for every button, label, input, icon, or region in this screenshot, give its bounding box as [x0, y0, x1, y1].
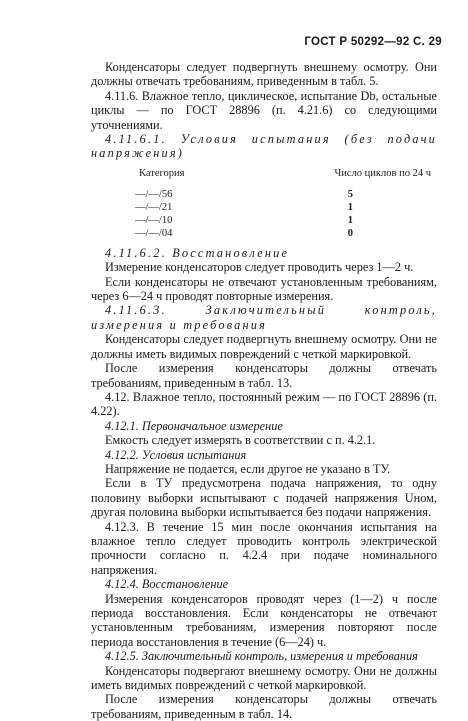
table-row	[91, 214, 437, 227]
table-cell: —/—/10	[135, 214, 173, 226]
table-cell: 0	[347, 227, 353, 239]
paragraph: Емкость следует измерять в соответствии с п. 4.2.1.	[105, 433, 376, 448]
paragraph: Конденсаторы подвергают внешнему осмотру. Они не должны иметь видимых повреждений с четкой маркировкой.	[91, 663, 437, 693]
paragraph: Конденсаторы следует подвергнуть внешнему осмотру. Они не должны иметь видимых повреждений с четкой маркировкой.	[91, 332, 437, 361]
table-cell: 5	[347, 188, 353, 200]
paragraph: Если в ТУ предусмотрена подача напряжения, то одну половину выборки испытывают с подачей напряжения Uном, другая половина выборки испытывается без подачи напряжения.	[91, 476, 437, 520]
paragraph: Измерение конденсаторов следует проводить через 1—2 ч.	[105, 260, 414, 275]
table-row	[91, 201, 437, 214]
table-cell: 1	[347, 214, 353, 226]
column-header-category: Категория	[139, 167, 185, 179]
section-heading: 4.12.1. Первоначальное измерение	[105, 418, 283, 433]
paragraph: Конденсаторы следует подвергнуть внешнему осмотру. Они должны отвечать требованиям, приведенным в табл. 5.	[91, 60, 437, 89]
paragraph: Измерения конденсаторов проводят через (1—2) ч после периода восстановления. Если конденсаторы не отвечают установленным требованиям, измерения повторяют после периода восстановления в течение (6—24) ч.	[91, 591, 437, 649]
paragraph: После измерения конденсаторы должны отвечать требованиям, приведенным в табл. 13.	[91, 361, 437, 390]
paragraph: 4.11.6. Влажное тепло, циклическое, испытание Db, остальные циклы — по ГОСТ 28896 (п. 4.21.6) со следующими уточнениями.	[91, 88, 437, 132]
table-row	[91, 227, 437, 240]
table-header	[91, 167, 437, 180]
table-cell: —/—/04	[135, 227, 173, 239]
section-heading: 4.11.6.3. Заключительный контроль, измерения и требования	[91, 303, 437, 332]
page-header: ГОСТ Р 50292—92 С. 29	[304, 36, 442, 48]
column-header-cycles: Число циклов по 24 ч	[334, 167, 431, 179]
section-heading: 4.12.4. Восстановление	[105, 577, 229, 592]
paragraph: Напряжение не подается, если другое не указано в ТУ.	[105, 461, 391, 476]
section-heading: 4.11.6.2. Восстановление	[105, 245, 290, 260]
body-text	[91, 60, 437, 721]
section-heading: 4.12.5. Заключительный контроль, измерения и требования	[105, 649, 418, 664]
table-cell: —/—/21	[135, 201, 173, 213]
table-cell: 1	[347, 201, 353, 213]
table-cell: —/—/56	[135, 188, 173, 200]
paragraph: Если конденсаторы не отвечают установленным требованиям, через 6—24 ч проводят повторные измерения.	[91, 274, 437, 304]
paragraph: После измерения конденсаторы должны отвечать требованиям, приведенным в табл. 14.	[91, 692, 437, 721]
table-row	[91, 188, 437, 201]
section-heading: 4.12.2. Условия испытания	[105, 447, 247, 462]
section-heading: 4.11.6.1. Условия испытания (без подачи напряжения)	[91, 132, 437, 161]
paragraph: 4.12.3. В течение 15 мин после окончания испытания на влажное тепло следует проводить контроль электрической прочности согласно п. 4.2.4 при подаче номинального напряжения.	[91, 519, 437, 577]
cycles-table	[91, 167, 437, 240]
paragraph: 4.12. Влажное тепло, постоянный режим — по ГОСТ 28896 (п. 4.22).	[91, 389, 437, 419]
